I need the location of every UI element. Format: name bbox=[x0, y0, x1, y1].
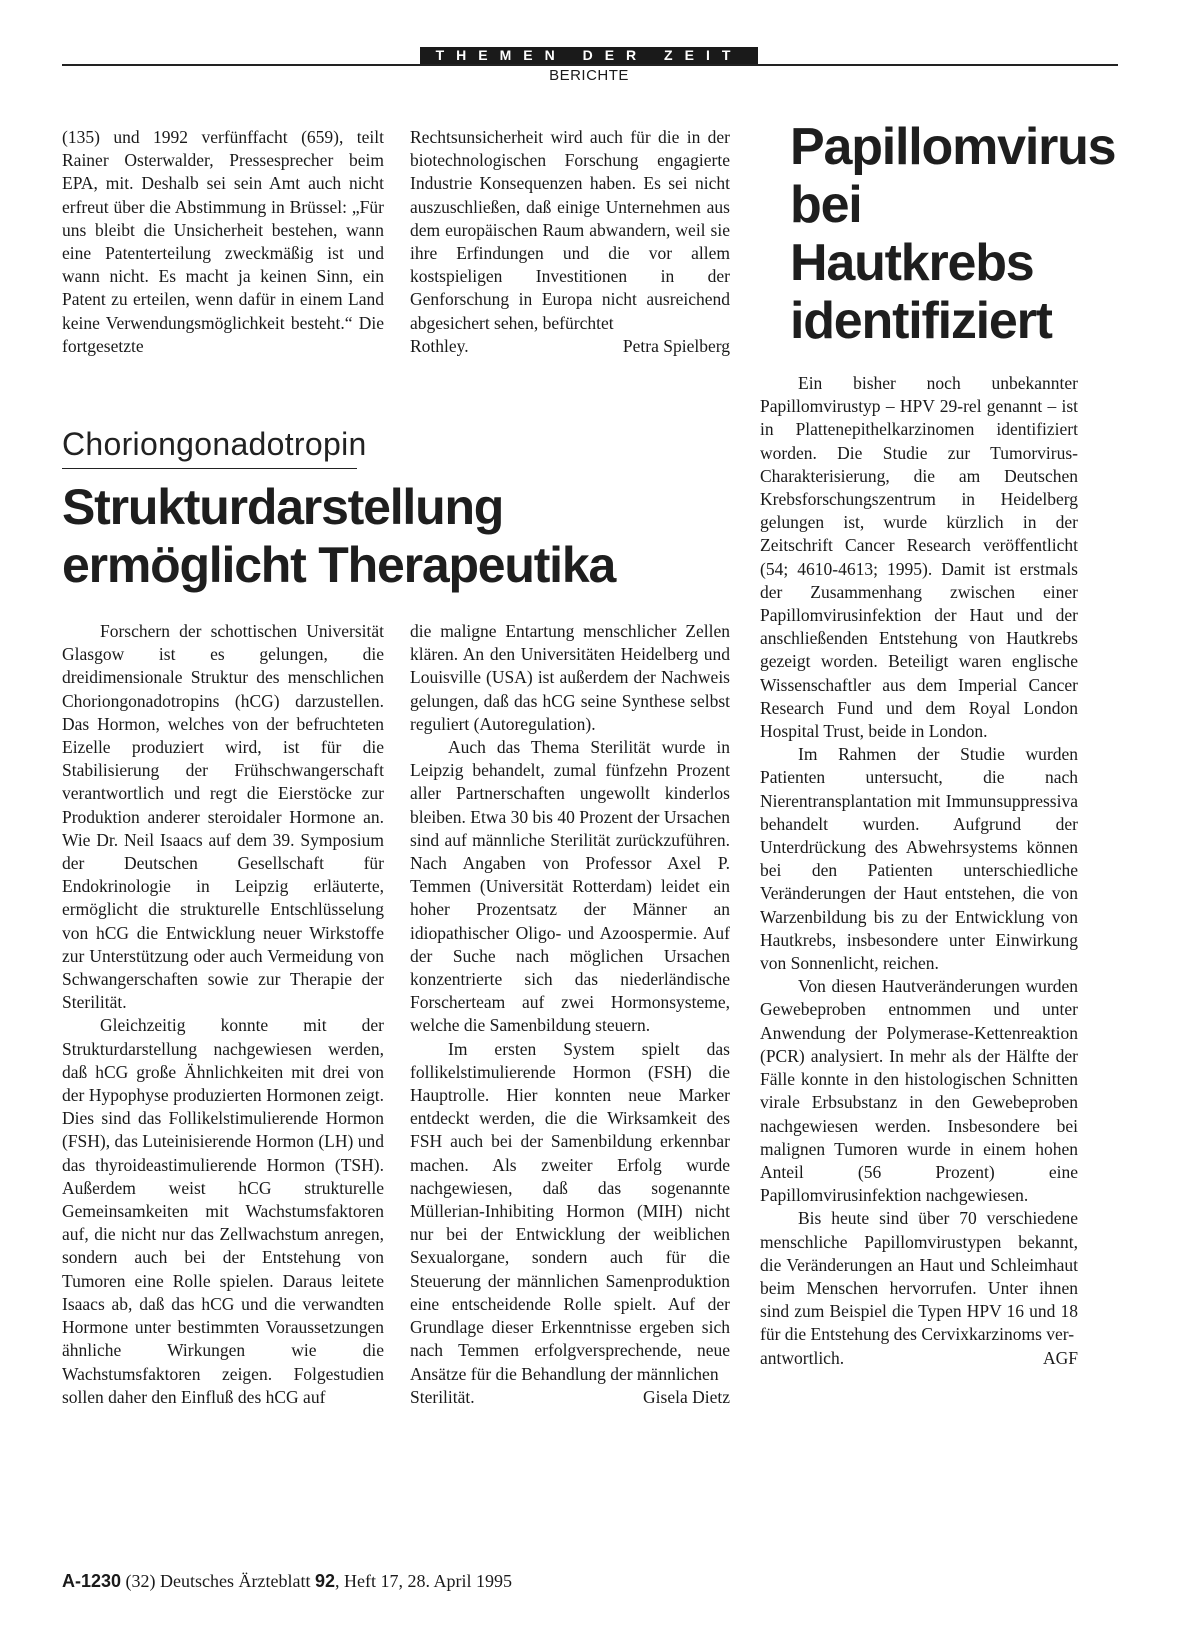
article1-author: Petra Spielberg bbox=[622, 335, 730, 356]
article1-col1-text: (135) und 1992 verfünffacht (659), teilt Rainer Osterwalder, Pressesprecher beim EPA, mit. Deshalb sei sein Amt auch nicht erfreut über die Abstimmung in Brüssel: „Für uns bleibt die Unsicherheit bestehen, wann eine Patenterteilung zweckmäßig ist und wann nicht. Es macht ja keinen Sinn, ein Patent zu erteilen, wenn dafür in einem Land keine Verwendungsmöglichkeit besteht.“ Die fortgesetzte bbox=[62, 127, 384, 356]
section-label: BERICHTE bbox=[549, 67, 629, 84]
article2-kicker: Choriongonadotropin bbox=[62, 426, 367, 462]
article2-paragraph-3: die maligne Entartung menschlicher Zellen klären. An den Universitäten Heidelberg und Louisville (USA) ist außerdem der Nachweis gelungen, daß das hCG seine Synthese selbst reguliert (Autoregulation). bbox=[410, 621, 730, 734]
article2-headline bbox=[62, 478, 615, 594]
title-line-4: identifiziert bbox=[790, 292, 1052, 350]
article3-paragraph-3: Von diesen Hautveränderungen wurden Gewebeproben entnommen und unter Anwendung der Polymerase-Kettenreaktion (PCR) analysiert. In mehr als der Hälfte der Fälle konnte in den histologischen Schnitten virale Erbsubstanz in den Gewebeproben nachgewiesen werden. Insbesondere bei malignen Tumoren wurde in einem hohen Anteil (56 Prozent) eine Papillomvirusinfektion nachgewiesen. bbox=[760, 976, 1078, 1206]
article1-last-word: Rothley. bbox=[410, 335, 469, 356]
article3-author: AGF bbox=[1042, 1347, 1078, 1368]
article2-paragraph-1: Forschern der schottischen Universität Glasgow ist es gelungen, die dreidimensionale Struktur des menschlichen Choriongonadotropins (hCG) darzustellen. Das Hormon, welches von der befruchteten Eizelle produziert wird, ist für die Stabilisierung der Frühschwangerschaft verantwortlich und regt die Eierstöcke zur Produktion anderer steroidaler Hormone an. Wie Dr. Neil Isaacs auf dem 39. Symposium der Deutschen Gesellschaft für Endokrinologie in Leipzig erläuterte, ermöglicht die strukturelle Entschlüsselung von hCG die Entwicklung neuer Wirkstoffe zur Unterstützung oder auch Vermeidung von Schwangerschaften sowie zur Therapie der Sterilität. bbox=[62, 621, 384, 1013]
article3-last-word: antwortlich. bbox=[760, 1347, 845, 1368]
page-number: A-1230 bbox=[62, 1571, 122, 1591]
page-footer bbox=[62, 1571, 512, 1592]
headline-line-2: ermöglicht Therapeutika bbox=[62, 537, 616, 593]
kicker-underline bbox=[62, 468, 357, 469]
headline-line-1: Strukturdarstellung bbox=[62, 479, 504, 535]
section-band: THEMEN DER ZEIT bbox=[420, 47, 758, 64]
header-rule bbox=[62, 64, 1118, 66]
article2-signature-line bbox=[410, 1386, 730, 1409]
article3-paragraph-4: Bis heute sind über 70 verschiedene menschliche Papillomvirustypen bekannt, die Veränderungen an Haut und Schleimhaut beim Menschen hervorrufen. Unter ihnen sind zum Beispiel die Typen HPV 16 und 18 für die Entstehung des Cervixkarzinoms ver- bbox=[760, 1208, 1078, 1345]
article2-author: Gisela Dietz bbox=[643, 1386, 730, 1407]
footer-volume: 92 bbox=[314, 1571, 336, 1591]
article1-signature-line bbox=[410, 335, 730, 358]
article2-paragraph-2: Gleichzeitig konnte mit der Strukturdarstellung nachgewiesen werden, daß hCG große Ähnlichkeiten mit drei von der Hypophyse produzierten Hormonen zeigt. Dies sind das Follikelstimulierende Hormon (FSH), das Luteinisierende Hormon (LH) und das thyroideastimulierende Hormon (TSH). Außerdem weist hCG strukturelle Gemeinsamkeiten mit Wachstumsfaktoren auf, die nicht nur das Zellwachstum anregen, sondern auch bei der Entstehung von Tumoren eine Rolle spielen. Daraus leitete Isaacs ab, daß das hCG und die verwandten Hormone unter bestimmten Voraussetzungen ähnliche Wirkungen wie die Wachstumsfaktoren zeigen. Folgestudien sollen daher den Einfluß des hCG auf bbox=[62, 1015, 384, 1407]
footer-issue: , Heft 17, 28. April 1995 bbox=[335, 1571, 513, 1591]
article3-paragraph-1: Ein bisher noch unbekannter Papillomvirustyp – HPV 29-rel genannt – ist in Plattenepithelkarzinomen identifiziert worden. Die Studie zur Tumorvirus-Charakterisierung, die am Deutschen Krebsforschungszentrum in Heidelberg gelungen ist, wurde kürzlich in der Zeitschrift Cancer Research veröffentlicht (54; 4610-4613; 1995). Damit ist erstmals der Zusammenhang zwischen einer Papillomvirusinfektion der Haut und der anschließenden Entstehung von Hautkrebs gezeigt worden. Beteiligt waren englische Wissenschaftler aus dem Imperial Cancer Research Fund und dem Royal London Hospital Trust, beide in London. bbox=[760, 373, 1078, 742]
title-line-2: bei bbox=[790, 176, 862, 234]
article3-title bbox=[790, 118, 1115, 350]
title-line-3: Hautkrebs bbox=[790, 234, 1034, 292]
article3-signature-line bbox=[760, 1347, 1078, 1370]
article2-last-word: Sterilität. bbox=[410, 1386, 475, 1407]
title-line-1: Papillomvirus bbox=[790, 118, 1116, 176]
article2-paragraph-4: Auch das Thema Sterilität wurde in Leipzig behandelt, zumal fünfzehn Prozent aller Partnerschaften ungewollt kinderlos bleiben. Etwa 30 bis 40 Prozent der Ursachen sind auf männliche Sterilität zurückzuführen. Nach Angaben von Professor Axel P. Temmen (Universität Rotterdam) leidet ein hoher Prozentsatz der Männer an idiopathischer Oligo- und Azoospermie. Auf der Suche nach möglichen Ursachen konzentrierte sich das niederländische Forscherteam auf zwei Hormonsysteme, welche die Samenbildung steuern. bbox=[410, 737, 730, 1036]
article1-col2 bbox=[410, 126, 730, 358]
article1-col1 bbox=[62, 126, 384, 358]
article3-body bbox=[760, 372, 1078, 1370]
article2-col1 bbox=[62, 620, 384, 1409]
article1-col2-text: Rechtsunsicherheit wird auch für die in der biotechnologischen Forschung engagierte Industrie Konsequenzen haben. Es sei nicht auszuschließen, daß einige Unternehmen aus dem europäischen Raum abwandern, weil sie ihre Erfindungen und die vor allem kostspieligen Investitionen in der Genforschung in Europa nicht ausreichend abgesichert sehen, befürchtet bbox=[410, 127, 730, 333]
article2-col2 bbox=[410, 620, 730, 1409]
article2-paragraph-5: Im ersten System spielt das follikelstimulierende Hormon (FSH) die Hauptrolle. Hier konnten neue Marker entdeckt werden, die die Wirksamkeit des FSH auch bei der Samenbildung erkennbar machen. Als zweiter Erfolg wurde nachgewiesen, daß das sogenannte Müllerian-Inhibiting Hormon (MIH) nicht nur bei der Entwicklung der weiblichen Sexualorgane, sondern auch für die Steuerung der männlichen Samenproduktion eine entscheidende Rolle spielt. Auf der Grundlage dieser Erkenntnisse ergeben sich nach Temmen erfolgversprechende, neue Ansätze für die Behandlung der männlichen bbox=[410, 1038, 730, 1384]
article3-paragraph-2: Im Rahmen der Studie wurden Patienten untersucht, die nach Nierentransplantation mit Immunsuppressiva behandelt wurden. Aufgrund der Unterdrückung des Abwehrsystems können bei den Patienten unterschiedliche Veränderungen der Haut entstehen, die von Warzenbildung bis zu der Entwicklung von Hautkrebs, insbesondere unter Einwirkung von Sonnenlicht, reichen. bbox=[760, 744, 1078, 974]
footer-journal: (32) Deutsches Ärzteblatt bbox=[125, 1571, 311, 1591]
